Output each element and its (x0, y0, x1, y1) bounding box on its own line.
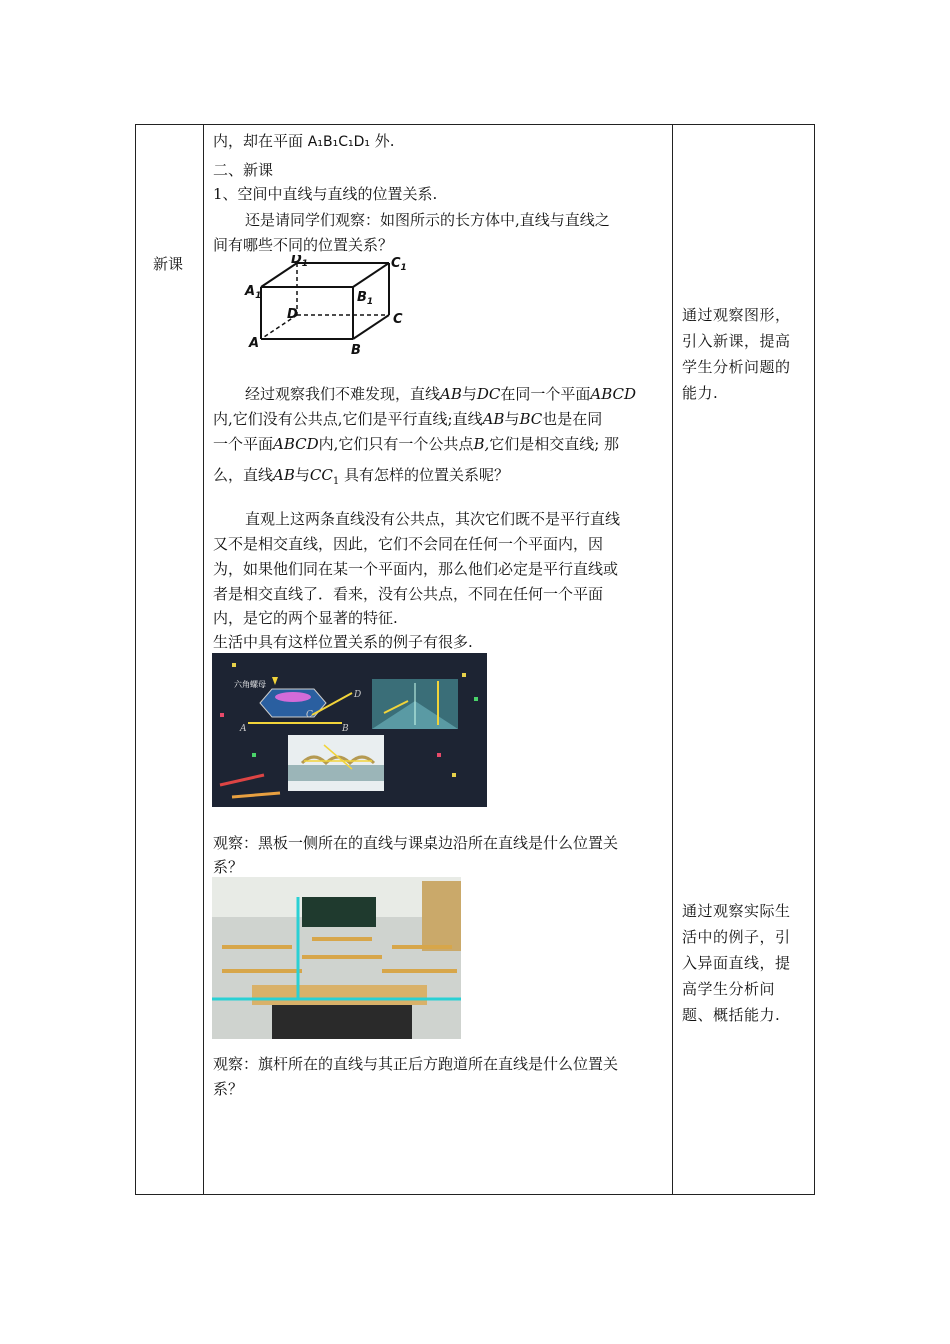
collage-label: A (240, 724, 247, 734)
subsection-heading: 1、空间中直线与直线的位置关系. (213, 185, 438, 203)
text-line: 又不是相交直线，因此，它们不会同在任何一个平面内，因 (213, 535, 604, 553)
text-line: 系？ (213, 858, 244, 876)
column-divider (672, 125, 673, 1194)
text-line: 么，直线AB与$CC_1$ 具有怎样的位置关系呢？ (213, 466, 510, 487)
nut-label: 六角螺母 (234, 680, 266, 689)
collage-label: C (306, 710, 313, 720)
section-label-cell (136, 125, 204, 1194)
vertex-label: D (287, 307, 298, 322)
text-line: 为，如果他们同在某一个平面内，那么他们必定是平行直线或 (213, 560, 619, 578)
text-line: 直观上这两条直线没有公共点，其次它们既不是平行直线 (245, 510, 621, 528)
text-line: 观察：黑板一侧所在的直线与课桌边沿所在直线是什么位置关 (213, 834, 619, 852)
plane-name: A₁B₁C₁D₁ (307, 134, 370, 150)
teaching-note-2: 通过观察实际生 活中的例子，引 入异面直线，提 高学生分析问 题、概括能力. (682, 902, 791, 1024)
text-line: 观察：旗杆所在的直线与其正后方跑道所在直线是什么位置关 (213, 1055, 619, 1073)
teaching-note-1: 通过观察图形， 引入新课，提高 学生分析问题的 能力. (682, 306, 791, 402)
text-line: 内，却在平面 A₁B₁C₁D₁ 外. (213, 132, 395, 150)
vertex-label: A (249, 336, 260, 351)
collage-label: B (342, 724, 349, 734)
vertex-label: $A_1$ (245, 284, 262, 301)
lesson-table (135, 124, 815, 1195)
text-line: 系？ (213, 1080, 244, 1098)
text-line: 一个平面ABCD内,它们只有一个公共点B,它们是相交直线; 那 (213, 435, 620, 453)
text-line: 生活中具有这样位置关系的例子有很多. (213, 633, 473, 651)
text-line: 间有哪些不同的位置关系？ (213, 236, 394, 254)
vertex-label: C (393, 312, 403, 327)
section-heading: 二、新课 (213, 161, 274, 179)
text-line: 内,它们没有公共点,它们是平行直线;直线AB与BC也是在同 (213, 410, 603, 428)
vertex-label: $D_1$ (291, 255, 309, 269)
vertex-label: B (351, 343, 361, 355)
cuboid-figure (243, 255, 433, 355)
vertex-label: $B_1$ (357, 290, 374, 307)
text-line: 还是请同学们观察：如图所示的长方体中,直线与直线之 (245, 211, 610, 229)
text-line: 经过观察我们不难发现，直线AB与DC在同一个平面ABCD (245, 385, 637, 403)
text-line: 者是相交直线了．看来，没有公共点，不同在任何一个平面 (213, 585, 604, 603)
collage-label: D (354, 690, 362, 700)
vertex-label: $C_1$ (391, 256, 407, 273)
classroom-photo (212, 877, 461, 1039)
section-label: 新课 (153, 255, 184, 273)
text-line: 内，是它的两个显著的特征. (213, 609, 398, 627)
skew-lines-examples-collage (212, 653, 487, 807)
